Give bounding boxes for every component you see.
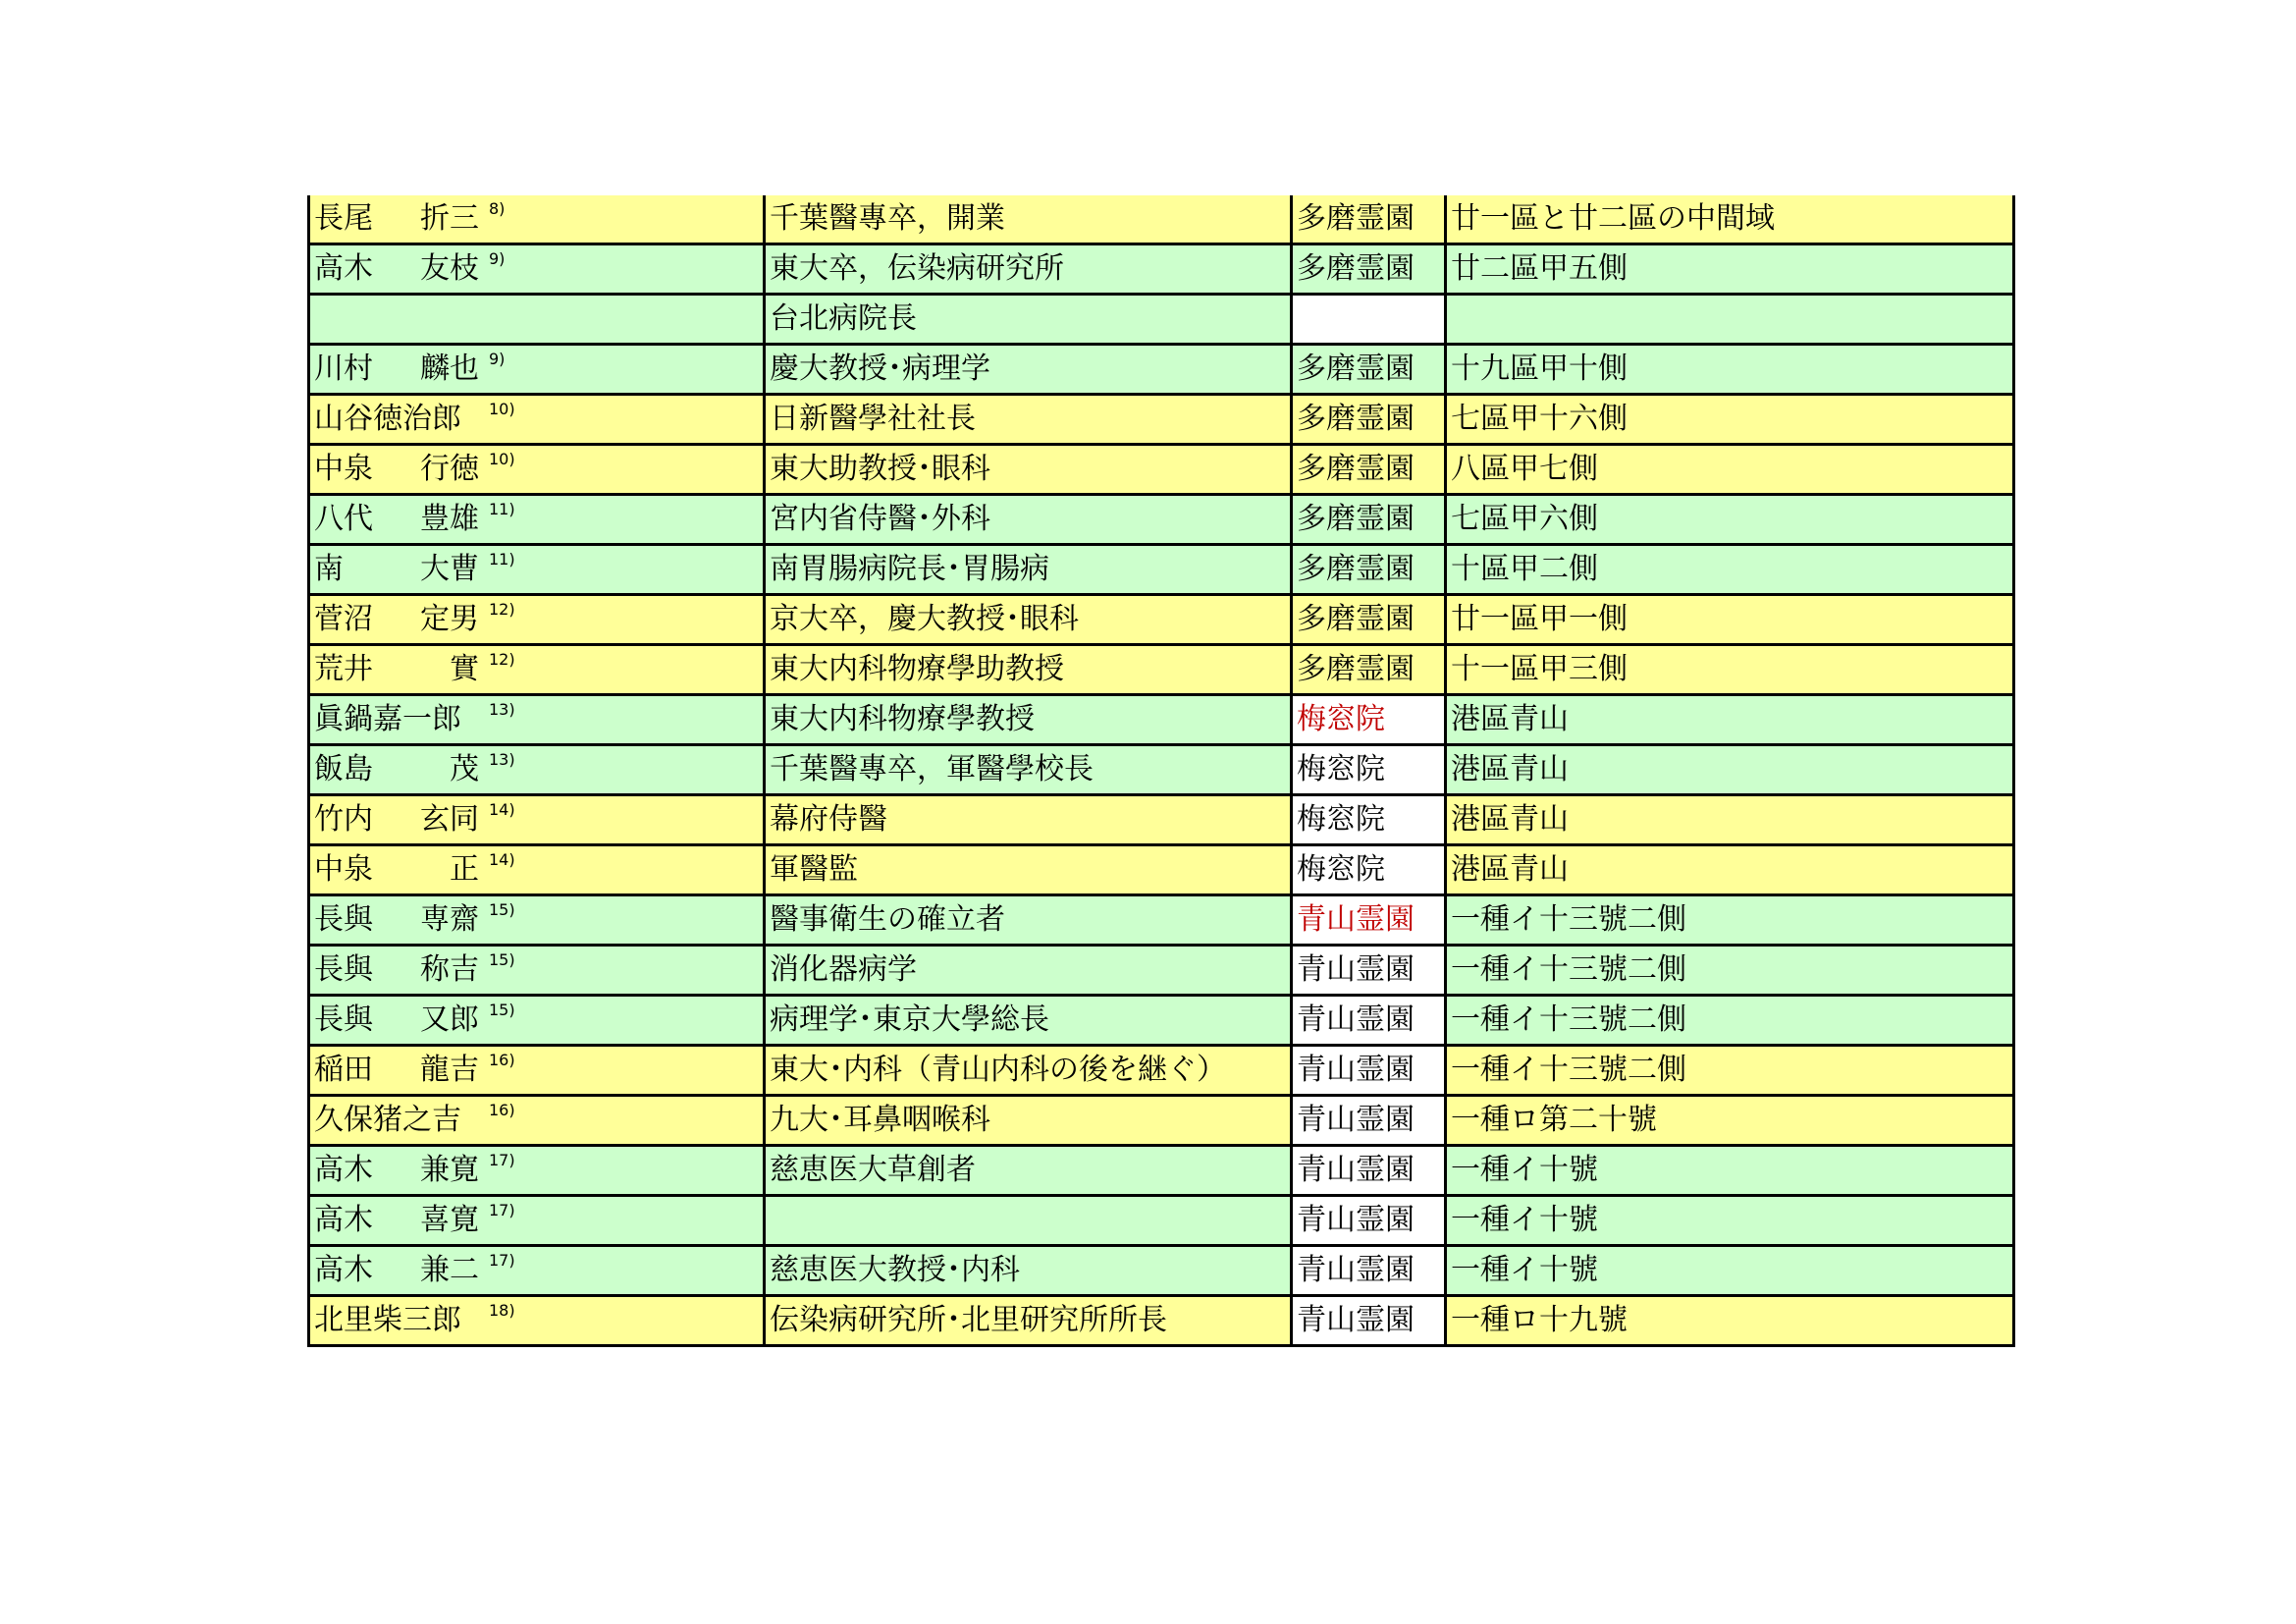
- given-name: 茂: [450, 752, 479, 786]
- reference-number: 9): [489, 249, 506, 268]
- career-cell: 東大助教授･眼科: [765, 445, 1292, 495]
- surname: 高木: [314, 251, 373, 286]
- name-cell: [309, 345, 765, 395]
- grave-location-cell: 一種イ十號: [1446, 1196, 2014, 1246]
- table-row: [309, 495, 2014, 545]
- person-name: [314, 316, 763, 322]
- given-name: 称吉: [420, 952, 479, 987]
- person-name: [314, 896, 763, 944]
- career-cell: 伝染病研究所･北里研究所所長: [765, 1296, 1292, 1346]
- grave-table-body: [309, 195, 2014, 1346]
- name-cell: [309, 946, 765, 996]
- person-name: [314, 1197, 763, 1244]
- name-cell: [309, 1096, 765, 1146]
- person-name: [314, 1247, 763, 1294]
- reference-number: 10): [489, 400, 515, 418]
- full-name: 久保猪之吉: [314, 1103, 461, 1137]
- person-name: [314, 596, 763, 643]
- grave-location-cell: 一種イ十三號二側: [1446, 895, 2014, 946]
- name-cell: [309, 495, 765, 545]
- career-cell: 東大内科物療學教授: [765, 695, 1292, 745]
- person-name: [314, 1297, 763, 1344]
- grave-location-cell: 港區青山: [1446, 745, 2014, 795]
- person-name: [314, 496, 763, 543]
- cemetery-cell: 青山霊園: [1292, 895, 1446, 946]
- grave-location-cell: 港區青山: [1446, 795, 2014, 845]
- grave-location-cell: 廿二區甲五側: [1446, 244, 2014, 295]
- surname: 長尾: [314, 201, 373, 236]
- full-name: 山谷徳治郎: [314, 402, 461, 436]
- name-cell: [309, 1146, 765, 1196]
- cemetery-cell: 多磨霊園: [1292, 445, 1446, 495]
- cemetery-cell: 多磨霊園: [1292, 595, 1446, 645]
- grave-location-cell: 八區甲七側: [1446, 445, 2014, 495]
- cemetery-cell: 多磨霊園: [1292, 395, 1446, 445]
- cemetery-cell: 多磨霊園: [1292, 495, 1446, 545]
- career-cell: [765, 1196, 1292, 1246]
- table-row: [309, 795, 2014, 845]
- table-row: [309, 1296, 2014, 1346]
- name-cell: [309, 244, 765, 295]
- reference-number: 16): [489, 1101, 515, 1119]
- career-cell: 東大内科物療學助教授: [765, 645, 1292, 695]
- cemetery-cell: 青山霊園: [1292, 1246, 1446, 1296]
- grave-location-cell: 港區青山: [1446, 845, 2014, 895]
- table-row: [309, 595, 2014, 645]
- reference-number: 14): [489, 800, 515, 819]
- name-cell: [309, 996, 765, 1046]
- table-row: [309, 345, 2014, 395]
- given-name: 麟也: [420, 352, 479, 386]
- table-row: [309, 295, 2014, 345]
- career-cell: 幕府侍醫: [765, 795, 1292, 845]
- cemetery-cell: 青山霊園: [1292, 996, 1446, 1046]
- reference-number: 8): [489, 199, 506, 218]
- surname: 長與: [314, 952, 373, 987]
- given-name: 龍吉: [420, 1053, 479, 1087]
- career-cell: 醫事衛生の確立者: [765, 895, 1292, 946]
- person-name: [314, 546, 763, 593]
- table-row: [309, 996, 2014, 1046]
- surname: 中泉: [314, 452, 373, 486]
- name-cell: [309, 895, 765, 946]
- name-cell: [309, 745, 765, 795]
- name-cell: [309, 1296, 765, 1346]
- name-cell: [309, 845, 765, 895]
- career-cell: 千葉醫專卒，軍醫學校長: [765, 745, 1292, 795]
- cemetery-cell: 青山霊園: [1292, 946, 1446, 996]
- surname: 長與: [314, 1002, 373, 1037]
- career-cell: 消化器病学: [765, 946, 1292, 996]
- table-row: [309, 745, 2014, 795]
- table-row: [309, 845, 2014, 895]
- person-name: [314, 947, 763, 994]
- table-row: [309, 445, 2014, 495]
- cemetery-cell: 青山霊園: [1292, 1146, 1446, 1196]
- surname: 八代: [314, 502, 373, 536]
- reference-number: 12): [489, 650, 515, 669]
- cemetery-cell: 多磨霊園: [1292, 244, 1446, 295]
- person-name: [314, 796, 763, 843]
- career-cell: 軍醫監: [765, 845, 1292, 895]
- grave-location-cell: 十區甲二側: [1446, 545, 2014, 595]
- surname: 菅沼: [314, 602, 373, 636]
- reference-number: 11): [489, 550, 515, 568]
- table-row: [309, 695, 2014, 745]
- surname: 荒井: [314, 652, 373, 686]
- reference-number: 14): [489, 850, 515, 869]
- career-cell: 慶大教授･病理学: [765, 345, 1292, 395]
- person-name: [314, 446, 763, 493]
- reference-number: 18): [489, 1301, 515, 1320]
- person-name: [314, 396, 763, 443]
- person-name: [314, 646, 763, 693]
- grave-location-cell: 廿一區甲一側: [1446, 595, 2014, 645]
- cemetery-cell: 梅窓院: [1292, 845, 1446, 895]
- given-name: 玄同: [420, 802, 479, 837]
- person-name: [314, 846, 763, 893]
- cemetery-cell: 多磨霊園: [1292, 345, 1446, 395]
- name-cell: [309, 795, 765, 845]
- given-name: 兼二: [420, 1253, 479, 1287]
- table-row: [309, 946, 2014, 996]
- career-cell: 宮内省侍醫･外科: [765, 495, 1292, 545]
- given-name: 喜寛: [420, 1203, 479, 1237]
- name-cell: [309, 195, 765, 244]
- grave-location-cell: 一種ロ第二十號: [1446, 1096, 2014, 1146]
- career-cell: 南胃腸病院長･胃腸病: [765, 545, 1292, 595]
- reference-number: 17): [489, 1251, 515, 1270]
- name-cell: [309, 595, 765, 645]
- grave-location-cell: 港區青山: [1446, 695, 2014, 745]
- name-cell: [309, 545, 765, 595]
- name-cell: [309, 395, 765, 445]
- given-name: 定男: [420, 602, 479, 636]
- grave-location-cell: 十九區甲十側: [1446, 345, 2014, 395]
- name-cell: [309, 1246, 765, 1296]
- table-row: [309, 895, 2014, 946]
- table-row: [309, 1146, 2014, 1196]
- given-name: 豊雄: [420, 502, 479, 536]
- person-name: [314, 1147, 763, 1194]
- person-name: [314, 1047, 763, 1094]
- grave-location-cell: 一種イ十三號二側: [1446, 1046, 2014, 1096]
- cemetery-cell: 多磨霊園: [1292, 545, 1446, 595]
- grave-location-cell: 一種イ十三號二側: [1446, 996, 2014, 1046]
- table-row: [309, 195, 2014, 244]
- grave-location-cell: 七區甲六側: [1446, 495, 2014, 545]
- grave-table: [307, 195, 2015, 1347]
- surname: 長與: [314, 902, 373, 937]
- reference-number: 15): [489, 1001, 515, 1019]
- reference-number: 16): [489, 1051, 515, 1069]
- table-row: [309, 395, 2014, 445]
- career-cell: 日新醫學社社長: [765, 395, 1292, 445]
- reference-number: 9): [489, 350, 506, 368]
- given-name: 友枝: [420, 251, 479, 286]
- given-name: 正: [450, 852, 479, 887]
- person-name: [314, 746, 763, 793]
- reference-number: 11): [489, 500, 515, 518]
- reference-number: 17): [489, 1151, 515, 1169]
- reference-number: 10): [489, 450, 515, 468]
- surname: 稲田: [314, 1053, 373, 1087]
- reference-number: 17): [489, 1201, 515, 1219]
- given-name: 又郎: [420, 1002, 479, 1037]
- surname: 飯島: [314, 752, 373, 786]
- table-row: [309, 1246, 2014, 1296]
- person-name: [314, 997, 763, 1044]
- grave-location-cell: 一種イ十號: [1446, 1146, 2014, 1196]
- given-name: 兼寛: [420, 1153, 479, 1187]
- table-row: [309, 1046, 2014, 1096]
- reference-number: 13): [489, 750, 515, 769]
- cemetery-cell: 青山霊園: [1292, 1196, 1446, 1246]
- given-name: 行徳: [420, 452, 479, 486]
- given-name: 實: [450, 652, 479, 686]
- full-name: 眞鍋嘉一郎: [314, 702, 461, 736]
- grave-location-cell: [1446, 295, 2014, 345]
- person-name: [314, 245, 763, 293]
- person-name: [314, 696, 763, 743]
- cemetery-cell: [1292, 295, 1446, 345]
- cemetery-cell: 梅窓院: [1292, 745, 1446, 795]
- career-cell: 京大卒，慶大教授･眼科: [765, 595, 1292, 645]
- career-cell: 九大･耳鼻咽喉科: [765, 1096, 1292, 1146]
- cemetery-cell: 梅窓院: [1292, 795, 1446, 845]
- surname: 南: [314, 552, 344, 586]
- reference-number: 15): [489, 950, 515, 969]
- person-name: [314, 1097, 763, 1144]
- name-cell: [309, 295, 765, 345]
- cemetery-cell: 多磨霊園: [1292, 645, 1446, 695]
- person-name: [314, 346, 763, 393]
- table-row: [309, 545, 2014, 595]
- cemetery-cell: 青山霊園: [1292, 1046, 1446, 1096]
- grave-location-cell: 七區甲十六側: [1446, 395, 2014, 445]
- given-name: 専齋: [420, 902, 479, 937]
- grave-location-cell: 一種イ十號: [1446, 1246, 2014, 1296]
- name-cell: [309, 445, 765, 495]
- cemetery-cell: 梅窓院: [1292, 695, 1446, 745]
- surname: 川村: [314, 352, 373, 386]
- surname: 高木: [314, 1153, 373, 1187]
- grave-location-cell: 一種ロ十九號: [1446, 1296, 2014, 1346]
- grave-location-cell: 十一區甲三側: [1446, 645, 2014, 695]
- career-cell: 東大･内科（青山内科の後を継ぐ）: [765, 1046, 1292, 1096]
- surname: 竹内: [314, 802, 373, 837]
- person-name: [314, 195, 763, 243]
- table-row: [309, 645, 2014, 695]
- career-cell: 千葉醫專卒，開業: [765, 195, 1292, 244]
- cemetery-cell: 青山霊園: [1292, 1296, 1446, 1346]
- surname: 中泉: [314, 852, 373, 887]
- given-name: 大曹: [420, 552, 479, 586]
- cemetery-cell: 多磨霊園: [1292, 195, 1446, 244]
- table-row: [309, 1096, 2014, 1146]
- career-cell: 病理学･東京大學総長: [765, 996, 1292, 1046]
- grave-location-cell: 一種イ十三號二側: [1446, 946, 2014, 996]
- grave-location-cell: 廿一區と廿二區の中間域: [1446, 195, 2014, 244]
- career-cell: 台北病院長: [765, 295, 1292, 345]
- career-cell: 慈恵医大草創者: [765, 1146, 1292, 1196]
- name-cell: [309, 1046, 765, 1096]
- surname: 高木: [314, 1253, 373, 1287]
- reference-number: 15): [489, 900, 515, 919]
- surname: 高木: [314, 1203, 373, 1237]
- reference-number: 13): [489, 700, 515, 719]
- career-cell: 慈恵医大教授･内科: [765, 1246, 1292, 1296]
- table-row: [309, 244, 2014, 295]
- career-cell: 東大卒，伝染病研究所: [765, 244, 1292, 295]
- name-cell: [309, 1196, 765, 1246]
- table-row: [309, 1196, 2014, 1246]
- full-name: 北里柴三郎: [314, 1303, 461, 1337]
- given-name: 折三: [420, 201, 479, 236]
- reference-number: 12): [489, 600, 515, 619]
- cemetery-cell: 青山霊園: [1292, 1096, 1446, 1146]
- name-cell: [309, 645, 765, 695]
- name-cell: [309, 695, 765, 745]
